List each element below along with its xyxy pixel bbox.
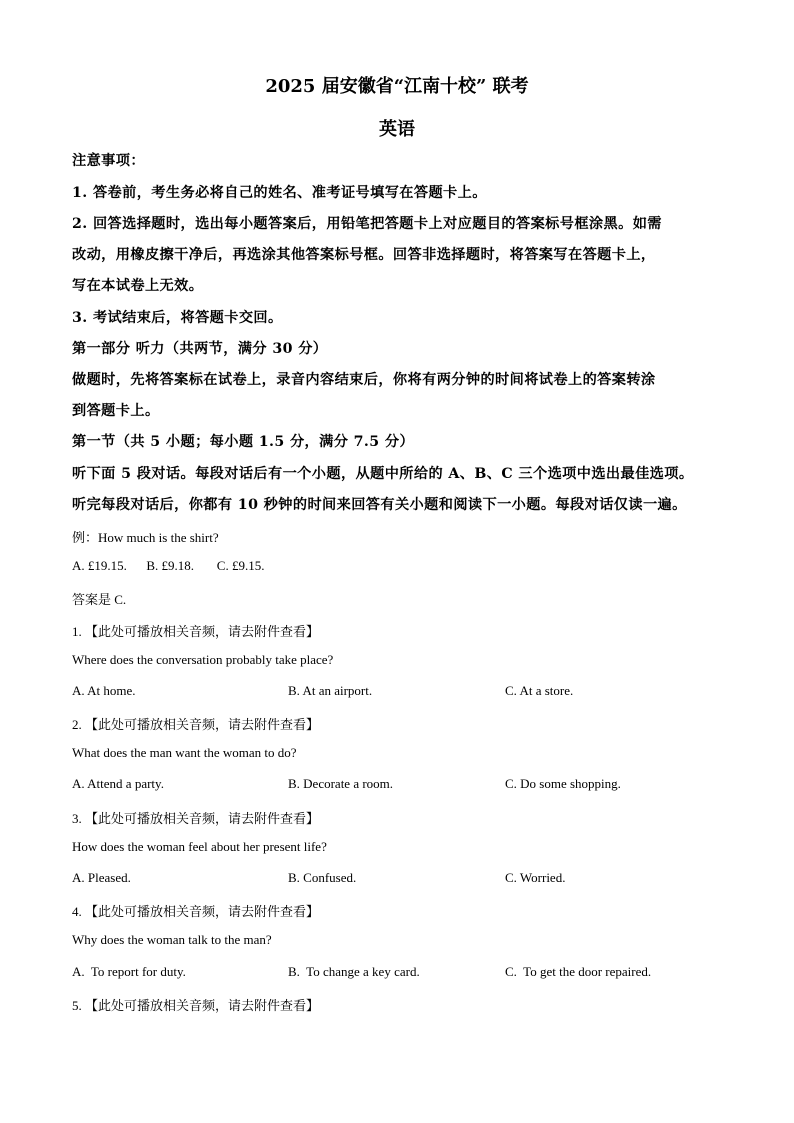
notice-item: 改动，用橡皮擦干净后，再选涂其他答案标号框。回答非选择题时，将答案写在答题卡上， [72,247,656,263]
exam-title: 2025 届安徽省“江南十校” 联考 [265,76,529,97]
audio-placeholder[interactable]: 4. 【此处可播放相关音频，请去附件查看】 [72,904,320,919]
notice-item: 2. 回答选择题时，选出每小题答案后，用铅笔把答题卡上对应题目的答案标号框涂黑。如需 [72,216,662,232]
option-b: B. Confused. [288,870,357,885]
question-text: Why does the woman talk to the man? [72,932,272,947]
notice-item: 3. 考试结束后，将答题卡交回。 [72,310,283,326]
option-c: C. Do some shopping. [505,776,621,791]
part1-instructions: 做题时，先将答案标在试卷上，录音内容结束后，你将有两分钟的时间将试卷上的答案转涂 [72,372,656,388]
notice-heading: 注意事项： [72,153,145,169]
section1-heading: 第一节（共 5 小题；每小题 1.5 分，满分 7.5 分） [72,434,415,450]
option-c: C. Worried. [505,870,566,885]
example-options: A. £19.15. B. £9.18. C. £9.15. [72,558,265,573]
option-c: C. At a store. [505,683,574,698]
option-a: A. Pleased. [72,870,131,885]
example-question: 例：How much is the shirt? [72,530,219,545]
audio-placeholder[interactable]: 3. 【此处可播放相关音频，请去附件查看】 [72,811,320,826]
option-a: A. Attend a party. [72,776,164,791]
option-a: A. At home. [72,683,136,698]
option-b: B. At an airport. [288,683,373,698]
audio-placeholder[interactable]: 1. 【此处可播放相关音频，请去附件查看】 [72,624,320,639]
section1-instructions: 听下面 5 段对话。每段对话后有一个小题，从题中所给的 A、B、C 三个选项中选出最佳选项。 [72,466,694,482]
audio-placeholder[interactable]: 2. 【此处可播放相关音频，请去附件查看】 [72,717,320,732]
notice-item: 写在本试卷上无效。 [72,278,204,294]
section1-instructions: 听完每段对话后，你都有 10 秒钟的时间来回答有关小题和阅读下一小题。每段对话仅读一遍。 [72,497,687,513]
notice-item: 1. 答卷前，考生务必将自己的姓名、准考证号填写在答题卡上。 [72,185,487,201]
option-c: C. To get the door repaired. [505,964,652,979]
option-a: A. To report for duty. [72,964,186,979]
option-b: B. Decorate a room. [288,776,394,791]
question-text: What does the man want the woman to do? [72,745,297,760]
question-text: How does the woman feel about her present life? [72,839,327,854]
audio-placeholder[interactable]: 5. 【此处可播放相关音频，请去附件查看】 [72,998,320,1013]
example-answer: 答案是 C. [72,592,127,607]
subject-title: 英语 [379,119,415,140]
question-text: Where does the conversation probably take place? [72,652,334,667]
part1-heading: 第一部分 听力（共两节，满分 30 分） [72,341,328,357]
option-b: B. To change a key card. [288,964,420,979]
part1-instructions: 到答题卡上。 [72,403,160,419]
